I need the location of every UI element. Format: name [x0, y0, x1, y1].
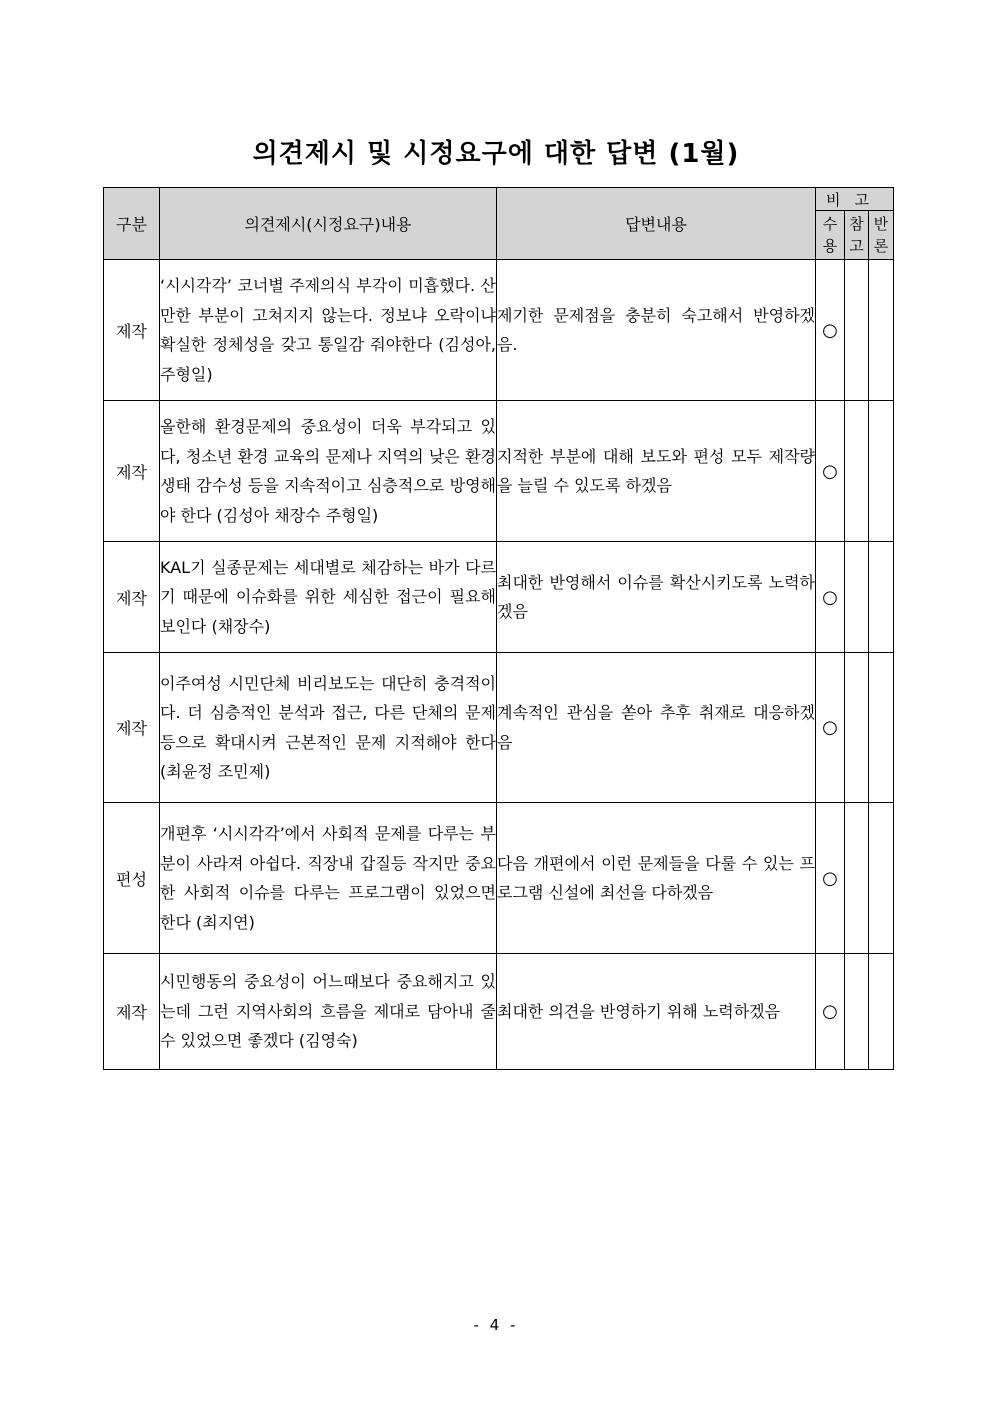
- row-category: 제작: [104, 542, 160, 653]
- header-accept: [816, 211, 845, 260]
- header-accept-1: 수: [822, 215, 838, 233]
- header-answer: 답변내용: [497, 188, 816, 260]
- row-opinion: KAL기 실종문제는 세대별로 체감하는 바가 다르기 때문에 이슈화를 위한 세심한 접근이 필요해 보인다 (채장수): [160, 542, 497, 653]
- reference-mark: [845, 401, 869, 542]
- row-answer: 지적한 부분에 대해 보도와 편성 모두 제작량을 늘릴 수 있도록 하겠음: [497, 401, 816, 542]
- reference-mark: [845, 954, 869, 1070]
- row-answer: 최대한 의견을 반영하기 위해 노력하겠음: [497, 954, 816, 1070]
- page-number: - 4 -: [473, 1316, 519, 1334]
- accept-circle-mark: ○: [816, 954, 845, 1070]
- header-rebuttal-1: 반: [873, 215, 889, 233]
- reference-mark: [845, 803, 869, 954]
- header-opinion: 의견제시(시정요구)내용: [160, 188, 497, 260]
- rebuttal-mark: [869, 260, 894, 401]
- row-opinion: 개편후 ‘시시각각’에서 사회적 문제를 다루는 부분이 사라져 아쉽다. 직장내 갑질등 작지만 중요한 사회적 이슈를 다루는 프로그램이 있었으면 한다 (최지연): [160, 803, 497, 954]
- row-answer: 다음 개편에서 이런 문제들을 다룰 수 있는 프로그램 신설에 최선을 다하겠음: [497, 803, 816, 954]
- row-answer: 제기한 문제점을 충분히 숙고해서 반영하겠음.: [497, 260, 816, 401]
- header-reference-2: 고: [849, 237, 864, 255]
- table-row: [104, 401, 894, 542]
- header-reference: [845, 211, 869, 260]
- table-row: [104, 954, 894, 1070]
- header-reference-1: 참: [849, 215, 864, 233]
- row-category: 편성: [104, 803, 160, 954]
- row-opinion: ‘시시각각’ 코너별 주제의식 부각이 미흡했다. 산만한 부분이 고쳐지지 않는다. 정보냐 오락이냐 확실한 정체성을 갖고 통일감 줘야한다 (김성아, 주형일): [160, 260, 497, 401]
- accept-circle-mark: ○: [816, 260, 845, 401]
- row-answer: 최대한 반영해서 이슈를 확산시키도록 노력하겠음: [497, 542, 816, 653]
- page-title: 의견제시 및 시정요구에 대한 답변 (1월): [252, 139, 740, 169]
- table-row: [104, 260, 894, 401]
- rebuttal-mark: [869, 542, 894, 653]
- accept-circle-mark: ○: [816, 653, 845, 803]
- header-remarks: 비고: [816, 188, 894, 211]
- opinion-response-table: [103, 187, 894, 1070]
- rebuttal-mark: [869, 653, 894, 803]
- row-opinion: 이주여성 시민단체 비리보도는 대단히 충격적이다. 더 심층적인 분석과 접근, 다른 단체의 문제등으로 확대시켜 근본적인 문제 지적해야 한다 (최윤정 조민제): [160, 653, 497, 803]
- header-rebuttal: [869, 211, 894, 260]
- rebuttal-mark: [869, 401, 894, 542]
- rebuttal-mark: [869, 954, 894, 1070]
- table-row: [104, 542, 894, 653]
- row-opinion: 시민행동의 중요성이 어느때보다 중요해지고 있는데 그런 지역사회의 흐름을 제대로 담아내 줄 수 있었으면 좋겠다 (김영숙): [160, 954, 497, 1070]
- reference-mark: [845, 542, 869, 653]
- reference-mark: [845, 653, 869, 803]
- row-category: 제작: [104, 401, 160, 542]
- header-accept-2: 용: [822, 237, 838, 255]
- row-opinion: 올한해 환경문제의 중요성이 더욱 부각되고 있다, 청소년 환경 교육의 문제나 지역의 낮은 환경생태 감수성 등을 지속적이고 심층적으로 방영해야 한다 (김성아 채장수 주형일): [160, 401, 497, 542]
- header-category: 구분: [104, 188, 160, 260]
- row-category: 제작: [104, 653, 160, 803]
- header-rebuttal-2: 론: [873, 237, 889, 255]
- table-row: [104, 803, 894, 954]
- reference-mark: [845, 260, 869, 401]
- accept-circle-mark: ○: [816, 542, 845, 653]
- accept-circle-mark: ○: [816, 803, 845, 954]
- accept-circle-mark: ○: [816, 401, 845, 542]
- row-category: 제작: [104, 954, 160, 1070]
- row-answer: 계속적인 관심을 쏟아 추후 취재로 대응하겠음: [497, 653, 816, 803]
- row-category: 제작: [104, 260, 160, 401]
- table-row: [104, 653, 894, 803]
- rebuttal-mark: [869, 803, 894, 954]
